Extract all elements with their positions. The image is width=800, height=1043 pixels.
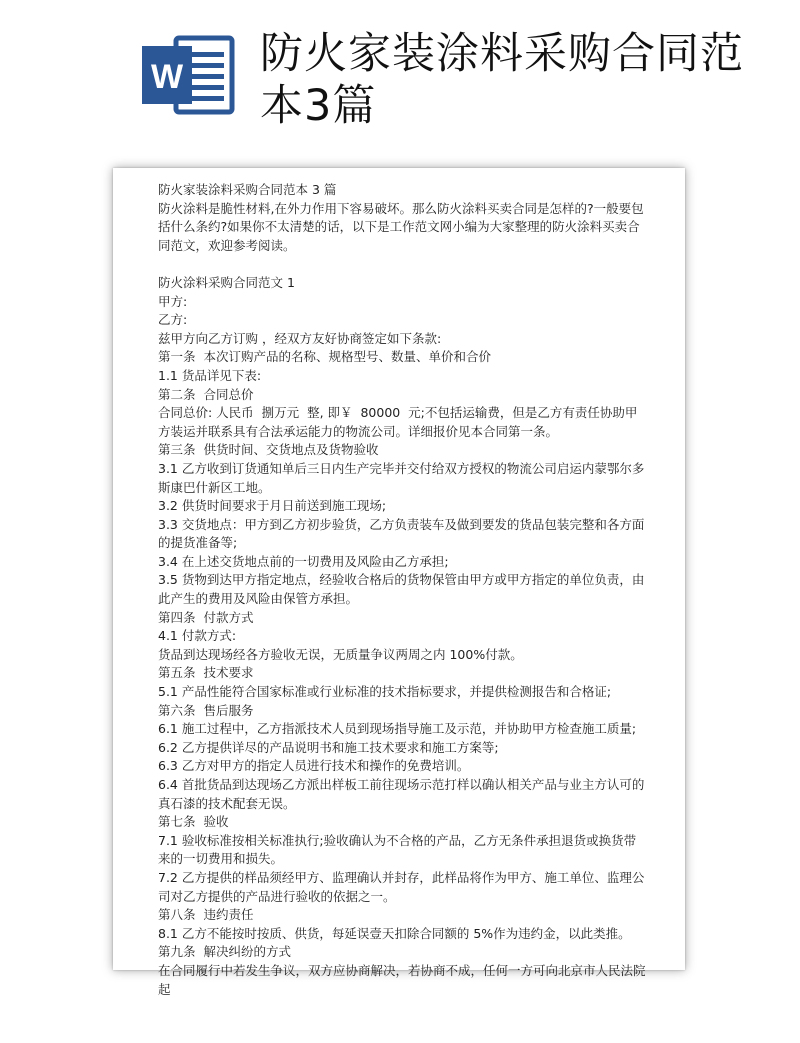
- document-header: [0, 0, 800, 160]
- document-paragraph: 3.3 交货地点：甲方到乙方初步验货，乙方负责装车及做到要发的货品包装完整和各方面的提货准备等;: [158, 516, 645, 551]
- document-paragraph: 第四条 付款方式: [158, 609, 254, 625]
- document-paragraph: 6.4 首批货品到达现场乙方派出样板工前往现场示范打样以确认相关产品与业主方认可的真石漆的技术配套无误。: [158, 777, 645, 811]
- document-paragraph: 第三条 供货时间、交货地点及货物验收: [158, 442, 379, 458]
- document-paragraph: 第六条 售后服务: [158, 702, 254, 718]
- document-paragraph: 防火涂料采购合同范文 1: [158, 274, 295, 290]
- document-paragraph: 7.1 验收标准按相关标准执行;验收确认为不合格的产品，乙方无条件承担退货或换货带来的一切费用和损失。: [158, 832, 637, 867]
- page-title: 防火家装涂料采购合同范本3篇: [260, 29, 744, 131]
- document-paragraph: 3.2 供货时间要求于月日前送到施工现场;: [158, 498, 387, 514]
- word-icon: [140, 34, 236, 116]
- document-paragraph: 3.4 在上述交货地点前的一切费用及风险由乙方承担;: [158, 553, 449, 569]
- document-paragraph: 防火涂料是脆性材料,在外力作用下容易破坏。那么防火涂料买卖合同是怎样的?一般要包括什么条约?如果你不太清楚的话，以下是工作范文网小编为大家整理的防火涂料买卖合同范文，欢迎参考阅读。: [158, 200, 644, 253]
- document-paragraph: 第二条 合同总价: [158, 386, 254, 402]
- document-paragraph: 第一条 本次订购产品的名称、规格型号、数量、单价和合价: [158, 349, 491, 365]
- document-paragraph: 合同总价: 人民币 捌万元 整, 即￥ 80000 元;不包括运输费，但是乙方有责任协助甲方装运并联系具有合法承运能力的物流公司。详细报价见本合同第一条。: [158, 405, 638, 439]
- document-paragraph: 1.1 货品详见下表:: [158, 367, 262, 383]
- document-paragraph: 第八条 违约责任: [158, 907, 254, 923]
- document-paragraph: 3.5 货物到达甲方指定地点，经验收合格后的货物保管由甲方或甲方指定的单位负责，由此产生的费用及风险由保管方承担。: [158, 572, 645, 607]
- document-paragraph: 甲方:: [158, 293, 188, 309]
- document-paragraph: 防火家装涂料采购合同范本 3 篇: [158, 182, 337, 197]
- document-paragraph: 6.2 乙方提供详尽的产品说明书和施工技术要求和施工方案等;: [158, 739, 499, 755]
- document-paragraph: 在合同履行中若发生争议，双方应协商解决，若协商不成，任何一方可向北京市人民法院起: [158, 962, 646, 997]
- document-paragraph: 3.1 乙方收到订货通知单后三日内生产完毕并交付给双方授权的物流公司启运内蒙鄂尔多斯康巴什新区工地。: [158, 460, 645, 495]
- document-page: [113, 168, 685, 997]
- document-paragraph: 6.3 乙方对甲方的指定人员进行技术和操作的免费培训。: [158, 758, 470, 774]
- document-paragraph: 5.1 产品性能符合国家标准或行业标准的技术指标要求，并提供检测报告和合格证;: [158, 684, 612, 700]
- document-body: [158, 181, 648, 999]
- document-paragraph: 兹甲方向乙方订购 ，经双方友好协商签定如下条款:: [158, 330, 442, 346]
- word-icon-letter: W: [150, 58, 184, 96]
- blank-line: [158, 255, 648, 274]
- document-paragraph: 乙方:: [158, 312, 188, 328]
- document-paragraph: 6.1 施工过程中，乙方指派技术人员到现场指导施工及示范，并协助甲方检查施工质量;: [158, 721, 637, 737]
- document-paragraph: 第九条 解决纠纷的方式: [158, 944, 291, 960]
- document-paragraph: 货品到达现场经各方验收无误，无质量争议两周之内 100%付款。: [158, 646, 523, 662]
- document-paragraph: 8.1 乙方不能按时按质、供货，每延误壹天扣除合同额的 5%作为违约金，以此类推。: [158, 925, 631, 941]
- document-paragraph: 第七条 验收: [158, 814, 229, 830]
- document-paragraph: 4.1 付款方式:: [158, 628, 237, 644]
- document-paragraph: 第五条 技术要求: [158, 665, 254, 681]
- document-paragraph: 7.2 乙方提供的样品须经甲方、监理确认并封存，此样品将作为甲方、施工单位、监理公司对乙方提供的产品进行验收的依据之一。: [158, 869, 645, 904]
